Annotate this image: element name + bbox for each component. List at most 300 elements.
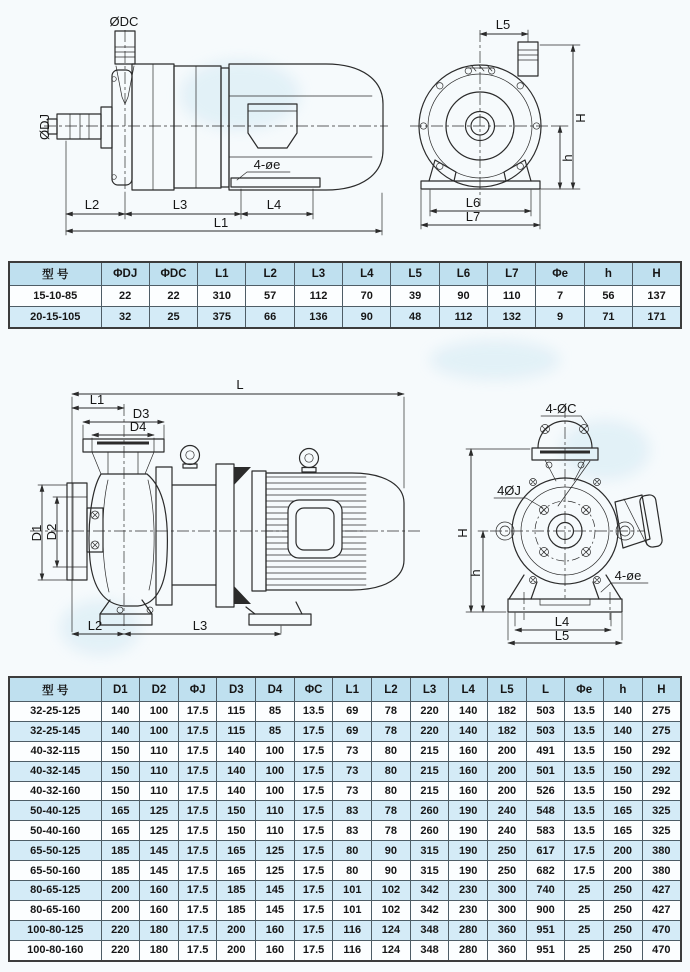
- value-cell: 427: [642, 900, 681, 920]
- table-row: [9, 741, 681, 761]
- value-cell: 100: [256, 781, 295, 801]
- value-cell: 17.5: [178, 781, 217, 801]
- value-cell: 250: [604, 920, 643, 940]
- column-header: L2: [246, 262, 294, 286]
- value-cell: 17.5: [294, 741, 333, 761]
- dim-label-H: H: [573, 113, 588, 123]
- value-cell: 951: [526, 920, 565, 940]
- column-header: D2: [140, 677, 179, 702]
- value-cell: 80: [333, 861, 372, 881]
- value-cell: 73: [333, 741, 372, 761]
- value-cell: 48: [391, 307, 439, 329]
- column-header: h: [584, 262, 632, 286]
- value-cell: 165: [217, 861, 256, 881]
- dim-label-d4: D4: [129, 419, 147, 434]
- value-cell: 17.5: [294, 940, 333, 960]
- value-cell: 150: [217, 821, 256, 841]
- value-cell: 215: [410, 781, 449, 801]
- value-cell: 132: [488, 307, 536, 329]
- value-cell: 13.5: [294, 702, 333, 722]
- value-cell: 145: [140, 861, 179, 881]
- value-cell: 17.5: [294, 881, 333, 901]
- value-cell: 125: [256, 841, 295, 861]
- value-cell: 200: [604, 861, 643, 881]
- value-cell: 13.5: [565, 741, 604, 761]
- value-cell: 185: [101, 841, 140, 861]
- value-cell: 250: [604, 881, 643, 901]
- column-header: L5: [391, 262, 439, 286]
- header-row: [9, 262, 681, 286]
- value-cell: 160: [140, 900, 179, 920]
- column-header: H: [642, 677, 681, 702]
- dimension-table-small-pump: [8, 261, 682, 329]
- table-row: [9, 721, 681, 741]
- value-cell: 110: [256, 801, 295, 821]
- value-cell: 17.5: [178, 801, 217, 821]
- value-cell: 25: [565, 900, 604, 920]
- dim-label-l: L: [236, 377, 244, 392]
- value-cell: 17.5: [294, 920, 333, 940]
- value-cell: 102: [372, 900, 411, 920]
- value-cell: 56: [584, 286, 632, 307]
- value-cell: 66: [246, 307, 294, 329]
- column-header: ΦJ: [178, 677, 217, 702]
- value-cell: 140: [101, 702, 140, 722]
- value-cell: 69: [333, 721, 372, 741]
- value-cell: 112: [294, 286, 342, 307]
- column-header: L6: [439, 262, 487, 286]
- table-row: [9, 841, 681, 861]
- dim-label-l1: L1: [213, 215, 229, 230]
- table-row: [9, 702, 681, 722]
- value-cell: 342: [410, 881, 449, 901]
- value-cell: 7: [536, 286, 584, 307]
- value-cell: 125: [140, 801, 179, 821]
- value-cell: 110: [140, 761, 179, 781]
- value-cell: 250: [604, 900, 643, 920]
- column-header: Φe: [565, 677, 604, 702]
- value-cell: 150: [101, 741, 140, 761]
- model-cell: 100-80-125: [9, 920, 101, 940]
- column-header: L3: [410, 677, 449, 702]
- value-cell: 292: [642, 741, 681, 761]
- column-header: L: [526, 677, 565, 702]
- value-cell: 110: [140, 781, 179, 801]
- value-cell: 160: [449, 781, 488, 801]
- value-cell: 220: [410, 702, 449, 722]
- value-cell: 25: [565, 920, 604, 940]
- dim-label-4j: 4ØJ: [497, 483, 521, 498]
- value-cell: 617: [526, 841, 565, 861]
- value-cell: 220: [101, 940, 140, 960]
- model-cell: 32-25-145: [9, 721, 101, 741]
- value-cell: 165: [101, 801, 140, 821]
- model-cell: 80-65-125: [9, 881, 101, 901]
- value-cell: 171: [633, 307, 681, 329]
- value-cell: 185: [101, 861, 140, 881]
- value-cell: 200: [488, 741, 527, 761]
- value-cell: 280: [449, 940, 488, 960]
- dimension-table-large-pump-wrap: [8, 676, 682, 962]
- value-cell: 17.5: [294, 900, 333, 920]
- value-cell: 325: [642, 801, 681, 821]
- model-cell: 20-15-105: [9, 307, 101, 329]
- value-cell: 80: [372, 781, 411, 801]
- value-cell: 200: [101, 881, 140, 901]
- value-cell: 240: [488, 801, 527, 821]
- value-cell: 275: [642, 721, 681, 741]
- value-cell: 73: [333, 761, 372, 781]
- value-cell: 25: [565, 881, 604, 901]
- value-cell: 150: [101, 761, 140, 781]
- value-cell: 548: [526, 801, 565, 821]
- value-cell: 78: [372, 721, 411, 741]
- value-cell: 230: [449, 881, 488, 901]
- value-cell: 78: [372, 821, 411, 841]
- value-cell: 260: [410, 801, 449, 821]
- column-header: ΦC: [294, 677, 333, 702]
- value-cell: 140: [217, 761, 256, 781]
- value-cell: 22: [149, 286, 197, 307]
- value-cell: 300: [488, 881, 527, 901]
- value-cell: 310: [198, 286, 246, 307]
- value-cell: 150: [604, 741, 643, 761]
- model-cell: 40-32-115: [9, 741, 101, 761]
- column-header: L7: [488, 262, 536, 286]
- value-cell: 124: [372, 940, 411, 960]
- value-cell: 125: [256, 861, 295, 881]
- value-cell: 17.5: [178, 900, 217, 920]
- dim-label-4c: 4-ØC: [545, 401, 577, 416]
- value-cell: 375: [198, 307, 246, 329]
- dim-label-l6: L6: [465, 195, 481, 210]
- model-cell: 40-32-160: [9, 781, 101, 801]
- table-row: [9, 861, 681, 881]
- column-header: h: [604, 677, 643, 702]
- column-header: Φe: [536, 262, 584, 286]
- dim-label-l5: L5: [554, 628, 570, 643]
- value-cell: 140: [449, 702, 488, 722]
- value-cell: 17.5: [178, 920, 217, 940]
- value-cell: 315: [410, 841, 449, 861]
- value-cell: 140: [604, 702, 643, 722]
- value-cell: 951: [526, 940, 565, 960]
- value-cell: 140: [217, 741, 256, 761]
- value-cell: 9: [536, 307, 584, 329]
- value-cell: 69: [333, 702, 372, 722]
- value-cell: 140: [604, 721, 643, 741]
- model-cell: 65-50-160: [9, 861, 101, 881]
- value-cell: 190: [449, 861, 488, 881]
- value-cell: 250: [488, 861, 527, 881]
- value-cell: 17.5: [294, 801, 333, 821]
- column-header: ΦDJ: [101, 262, 149, 286]
- value-cell: 102: [372, 881, 411, 901]
- value-cell: 101: [333, 900, 372, 920]
- value-cell: 17.5: [178, 721, 217, 741]
- small-pump-side-view: [37, 14, 388, 235]
- value-cell: 348: [410, 920, 449, 940]
- value-cell: 215: [410, 761, 449, 781]
- dim-label-l2: L2: [84, 197, 100, 212]
- dim-label-h: h: [468, 569, 483, 577]
- value-cell: 145: [140, 841, 179, 861]
- value-cell: 100: [140, 702, 179, 722]
- value-cell: 90: [372, 861, 411, 881]
- value-cell: 900: [526, 900, 565, 920]
- value-cell: 160: [140, 881, 179, 901]
- value-cell: 17.5: [178, 761, 217, 781]
- value-cell: 360: [488, 920, 527, 940]
- value-cell: 315: [410, 861, 449, 881]
- value-cell: 17.5: [178, 881, 217, 901]
- value-cell: 200: [217, 920, 256, 940]
- value-cell: 17.5: [178, 702, 217, 722]
- value-cell: 380: [642, 861, 681, 881]
- value-cell: 215: [410, 741, 449, 761]
- value-cell: 526: [526, 781, 565, 801]
- value-cell: 360: [488, 940, 527, 960]
- value-cell: 292: [642, 761, 681, 781]
- value-cell: 110: [256, 821, 295, 841]
- value-cell: 180: [140, 940, 179, 960]
- value-cell: 160: [256, 940, 295, 960]
- dimension-table-small-pump-wrap: [8, 261, 682, 329]
- value-cell: 160: [449, 741, 488, 761]
- value-cell: 136: [294, 307, 342, 329]
- dim-label-dc: ØDC: [109, 14, 139, 29]
- value-cell: 200: [217, 940, 256, 960]
- model-cell: 50-40-125: [9, 801, 101, 821]
- value-cell: 292: [642, 781, 681, 801]
- value-cell: 140: [101, 721, 140, 741]
- model-cell: 32-25-125: [9, 702, 101, 722]
- value-cell: 275: [642, 702, 681, 722]
- large-pump-drawing: [0, 368, 690, 670]
- value-cell: 17.5: [294, 821, 333, 841]
- value-cell: 17.5: [294, 761, 333, 781]
- table-row: [9, 881, 681, 901]
- dim-label-l3: L3: [192, 618, 208, 633]
- value-cell: 17.5: [565, 841, 604, 861]
- table-row: [9, 801, 681, 821]
- value-cell: 160: [449, 761, 488, 781]
- table-row: [9, 761, 681, 781]
- value-cell: 240: [488, 821, 527, 841]
- value-cell: 73: [333, 781, 372, 801]
- value-cell: 137: [633, 286, 681, 307]
- value-cell: 200: [488, 761, 527, 781]
- value-cell: 17.5: [178, 841, 217, 861]
- dim-label-4e: 4-øe: [614, 568, 642, 583]
- value-cell: 427: [642, 881, 681, 901]
- value-cell: 78: [372, 702, 411, 722]
- model-cell: 15-10-85: [9, 286, 101, 307]
- value-cell: 116: [333, 920, 372, 940]
- dim-label-4e: 4-øe: [253, 157, 281, 172]
- value-cell: 32: [101, 307, 149, 329]
- value-cell: 145: [256, 881, 295, 901]
- value-cell: 190: [449, 821, 488, 841]
- table-row: [9, 821, 681, 841]
- value-cell: 260: [410, 821, 449, 841]
- column-header: L3: [294, 262, 342, 286]
- value-cell: 78: [372, 801, 411, 821]
- value-cell: 22: [101, 286, 149, 307]
- value-cell: 145: [256, 900, 295, 920]
- large-pump-side-view: [29, 377, 420, 634]
- value-cell: 165: [217, 841, 256, 861]
- dim-label-l7: L7: [465, 209, 481, 224]
- value-cell: 325: [642, 821, 681, 841]
- value-cell: 17.5: [178, 741, 217, 761]
- value-cell: 180: [140, 920, 179, 940]
- value-cell: 25: [149, 307, 197, 329]
- value-cell: 17.5: [178, 940, 217, 960]
- value-cell: 503: [526, 702, 565, 722]
- value-cell: 682: [526, 861, 565, 881]
- value-cell: 182: [488, 702, 527, 722]
- value-cell: 380: [642, 841, 681, 861]
- value-cell: 17.5: [294, 781, 333, 801]
- value-cell: 200: [488, 781, 527, 801]
- dim-label-dj: ØDJ: [37, 114, 52, 140]
- value-cell: 115: [217, 702, 256, 722]
- value-cell: 39: [391, 286, 439, 307]
- value-cell: 185: [217, 900, 256, 920]
- value-cell: 200: [101, 900, 140, 920]
- value-cell: 13.5: [565, 721, 604, 741]
- value-cell: 112: [439, 307, 487, 329]
- value-cell: 80: [372, 761, 411, 781]
- column-header: D3: [217, 677, 256, 702]
- dim-label-l4: L4: [554, 614, 570, 629]
- value-cell: 165: [604, 821, 643, 841]
- dim-label-l5: L5: [495, 17, 511, 32]
- value-cell: 470: [642, 940, 681, 960]
- value-cell: 182: [488, 721, 527, 741]
- value-cell: 110: [488, 286, 536, 307]
- dim-label-d3: D3: [132, 406, 150, 421]
- value-cell: 501: [526, 761, 565, 781]
- value-cell: 342: [410, 900, 449, 920]
- dim-label-l2: L2: [87, 618, 103, 633]
- table-row: [9, 781, 681, 801]
- value-cell: 17.5: [178, 861, 217, 881]
- value-cell: 13.5: [565, 821, 604, 841]
- value-cell: 200: [604, 841, 643, 861]
- value-cell: 83: [333, 821, 372, 841]
- value-cell: 740: [526, 881, 565, 901]
- value-cell: 13.5: [565, 801, 604, 821]
- value-cell: 190: [449, 841, 488, 861]
- value-cell: 124: [372, 920, 411, 940]
- model-cell: 50-40-160: [9, 821, 101, 841]
- value-cell: 583: [526, 821, 565, 841]
- dim-label-l1: L1: [89, 392, 105, 407]
- dim-label-l3: L3: [172, 197, 188, 212]
- value-cell: 90: [343, 307, 391, 329]
- value-cell: 348: [410, 940, 449, 960]
- table-row: [9, 940, 681, 960]
- value-cell: 13.5: [565, 761, 604, 781]
- model-cell: 100-80-160: [9, 940, 101, 960]
- value-cell: 503: [526, 721, 565, 741]
- value-cell: 13.5: [565, 702, 604, 722]
- dim-label-d1: D1: [29, 524, 44, 542]
- dim-label-d2: D2: [44, 523, 59, 541]
- table-row: [9, 307, 681, 329]
- model-cell: 65-50-125: [9, 841, 101, 861]
- column-header: L4: [343, 262, 391, 286]
- table-row: [9, 900, 681, 920]
- value-cell: 220: [101, 920, 140, 940]
- value-cell: 190: [449, 801, 488, 821]
- value-cell: 150: [604, 761, 643, 781]
- value-cell: 71: [584, 307, 632, 329]
- value-cell: 17.5: [294, 841, 333, 861]
- column-header: L4: [449, 677, 488, 702]
- value-cell: 85: [256, 721, 295, 741]
- value-cell: 83: [333, 801, 372, 821]
- value-cell: 470: [642, 920, 681, 940]
- column-header: L1: [333, 677, 372, 702]
- value-cell: 17.5: [294, 861, 333, 881]
- column-header: ΦDC: [149, 262, 197, 286]
- value-cell: 300: [488, 900, 527, 920]
- dim-label-l4: L4: [266, 197, 282, 212]
- value-cell: 115: [217, 721, 256, 741]
- column-header: 型 号: [9, 262, 101, 286]
- column-header: D4: [256, 677, 295, 702]
- dimension-table-large-pump: [8, 676, 682, 962]
- value-cell: 250: [488, 841, 527, 861]
- column-header: 型 号: [9, 677, 101, 702]
- small-pump-front-view: [410, 17, 588, 229]
- value-cell: 230: [449, 900, 488, 920]
- table-row: [9, 286, 681, 307]
- value-cell: 80: [333, 841, 372, 861]
- value-cell: 100: [256, 761, 295, 781]
- value-cell: 250: [604, 940, 643, 960]
- value-cell: 85: [256, 702, 295, 722]
- value-cell: 100: [140, 721, 179, 741]
- small-pump-drawing: [0, 0, 690, 258]
- value-cell: 90: [372, 841, 411, 861]
- value-cell: 185: [217, 881, 256, 901]
- value-cell: 160: [256, 920, 295, 940]
- value-cell: 70: [343, 286, 391, 307]
- value-cell: 13.5: [565, 781, 604, 801]
- value-cell: 101: [333, 881, 372, 901]
- column-header: H: [633, 262, 681, 286]
- value-cell: 17.5: [565, 861, 604, 881]
- value-cell: 17.5: [294, 721, 333, 741]
- dim-label-h: h: [560, 154, 575, 162]
- value-cell: 110: [140, 741, 179, 761]
- value-cell: 491: [526, 741, 565, 761]
- value-cell: 140: [449, 721, 488, 741]
- value-cell: 80: [372, 741, 411, 761]
- value-cell: 150: [101, 781, 140, 801]
- value-cell: 150: [604, 781, 643, 801]
- column-header: D1: [101, 677, 140, 702]
- value-cell: 125: [140, 821, 179, 841]
- value-cell: 280: [449, 920, 488, 940]
- model-cell: 40-32-145: [9, 761, 101, 781]
- header-row: [9, 677, 681, 702]
- value-cell: 90: [439, 286, 487, 307]
